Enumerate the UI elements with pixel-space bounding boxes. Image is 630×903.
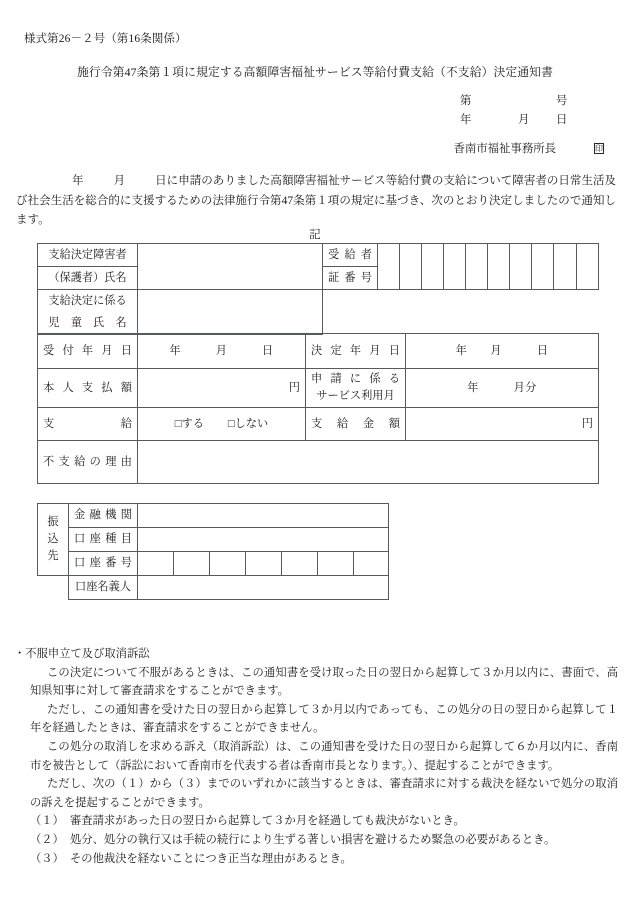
child-name-label-2: 児 童 氏 名	[38, 312, 138, 335]
recipient-table	[37, 243, 599, 335]
account-number-cell[interactable]	[318, 552, 354, 576]
body-main-text: 日に申請のありました高額障害福祉サービス等給付費の支給について障害者の日常生活及び社会生活を総合的に支援するための法律施行令第47条第１項の規定に基づき、次のとおり決定しましたので通知します。	[16, 175, 617, 226]
account-type-value[interactable]	[138, 528, 389, 552]
notice-paragraph: この決定について不服があるときは、この通知書を受け取った日の翌日から起算して３か月以内に、書面で、高知県知事に対して審査請求をすることができます。	[30, 666, 618, 698]
transfer-table	[37, 503, 389, 600]
number-label: 第	[460, 95, 472, 107]
bank-name-value[interactable]	[138, 504, 389, 528]
table-row	[38, 290, 599, 313]
transfer-group-label: 振 込 先	[38, 504, 69, 576]
service-month-label: 申 請 に 係 る サービス利用月	[306, 369, 406, 408]
supply-amount-label: 支給金額	[306, 408, 406, 441]
table-row	[38, 576, 389, 600]
cert-cell[interactable]	[422, 244, 444, 290]
account-number-cell[interactable]	[246, 552, 282, 576]
service-month-value[interactable]: 年 月分	[406, 369, 599, 408]
table-row	[38, 441, 599, 484]
cert-cell[interactable]	[577, 244, 599, 290]
notice-paragraph: ただし、次の（１）から（３）までのいずれかに該当するときは、審査請求に対する裁決を経ないで処分の取消の訴えを提起することができます。	[30, 778, 618, 809]
ki-marker: 記	[309, 229, 321, 241]
table-row	[38, 244, 599, 267]
spacer-cell	[38, 576, 69, 600]
body-month-label: 月	[113, 175, 126, 187]
list-item-number: （３）	[30, 852, 64, 865]
account-number-cell[interactable]	[174, 552, 210, 576]
account-number-cell[interactable]	[282, 552, 318, 576]
document-title: 施行令第47条第１項に規定する高額障害福祉サービス等給付費支給（不支給）決定通知書	[77, 65, 553, 79]
month-label: 月	[518, 114, 530, 126]
table-row	[38, 552, 389, 576]
notice-list-item	[14, 831, 618, 850]
account-holder-label: 口座名義人	[69, 576, 138, 600]
appeal-notice	[14, 645, 618, 868]
account-holder-value[interactable]	[138, 576, 389, 600]
year-label: 年	[460, 114, 472, 126]
number-value	[518, 92, 556, 111]
supply-label: 支 給	[38, 408, 138, 441]
document-number-block	[460, 92, 600, 130]
list-item-number: （２）	[30, 833, 64, 846]
supply-checkbox-group	[138, 408, 306, 441]
table-row	[38, 528, 389, 552]
supply-amount-value[interactable]: 円	[406, 408, 599, 441]
table-row	[38, 408, 599, 441]
cert-number-label-1: 受 給 者	[323, 244, 378, 267]
cert-cell[interactable]	[488, 244, 510, 290]
decision-date-label: 決定年月日	[306, 334, 406, 369]
table-row	[38, 369, 599, 408]
reception-date-label: 受付年月日	[38, 334, 138, 369]
non-supply-reason-value[interactable]	[138, 441, 599, 484]
child-name-value[interactable]	[138, 290, 323, 335]
table-row	[38, 334, 599, 369]
issuer-line	[0, 140, 630, 156]
bank-name-label: 金融機関	[69, 504, 138, 528]
cert-cell[interactable]	[400, 244, 422, 290]
day-label: 日	[556, 114, 568, 126]
notice-paragraph: ただし、この通知書を受けた日の翌日から起算して３か月以内であっても、この処分の日の翌日から起算して１年を経過したときは、審査請求をすることができません。	[30, 703, 618, 735]
table-row	[38, 504, 389, 528]
cert-cell[interactable]	[532, 244, 554, 290]
cert-cell[interactable]	[444, 244, 466, 290]
list-item-number: （１）	[30, 815, 64, 828]
cert-cell[interactable]	[554, 244, 577, 290]
recipient-name-value[interactable]	[138, 244, 323, 290]
spacer-cell	[323, 312, 599, 335]
recipient-name-label-2: （保護者）氏名	[38, 267, 138, 290]
document-date-row	[460, 111, 600, 130]
list-item-text: 審査請求があった日の翌日から起算して３か月を経過しても裁決がないとき。	[70, 815, 465, 828]
notice-paragraph: この処分の取消しを求める訴え（取消訴訟）は、この通知書を受けた日の翌日から起算して６か月以内に、香南市を被告として（訴訟において香南市を代表する者は香南市長となります。）、提起することができます。	[30, 740, 618, 772]
notice-list-item	[14, 850, 618, 869]
seal-icon: 印	[595, 144, 603, 153]
spacer-cell	[323, 290, 599, 313]
account-number-label: 口座番号	[69, 552, 138, 576]
issuer-name: 香南市福祉事務所長	[453, 143, 556, 155]
document-number-row	[460, 92, 600, 111]
account-number-cell[interactable]	[138, 552, 174, 576]
cert-number-label-2: 証 番 号	[323, 267, 378, 290]
supply-yes-checkbox[interactable]: □する	[174, 417, 204, 430]
self-payment-value[interactable]: 円	[138, 369, 306, 408]
child-name-label-1: 支給決定に係る	[38, 290, 138, 313]
decision-table	[37, 333, 599, 484]
notice-list-item	[14, 812, 618, 831]
account-number-cell[interactable]	[354, 552, 389, 576]
cert-cell[interactable]	[378, 244, 400, 290]
account-type-label: 口座種目	[69, 528, 138, 552]
non-supply-reason-label: 不支給の理由	[38, 441, 138, 484]
reception-date-value[interactable]: 年 月 日	[138, 334, 306, 369]
self-payment-label: 本人支払額	[38, 369, 138, 408]
notice-heading: ・不服申立て及び取消訴訟	[14, 648, 150, 660]
list-item-text: 処分、処分の執行又は手続の続行により生ずる著しい損害を避けるため緊急の必要があるとき。	[70, 833, 556, 846]
account-number-cell[interactable]	[210, 552, 246, 576]
cert-cell[interactable]	[510, 244, 532, 290]
number-unit: 号	[556, 95, 568, 107]
body-year-label: 年	[72, 175, 84, 187]
body-paragraph	[16, 172, 616, 231]
cert-cell[interactable]	[466, 244, 488, 290]
form-number: 様式第26－２号（第16条関係）	[24, 33, 187, 45]
recipient-name-label: 支給決定障害者	[38, 244, 138, 267]
list-item-text: その他裁決を経ないことにつき正当な理由があるとき。	[70, 852, 352, 865]
supply-no-checkbox[interactable]: □しない	[227, 417, 269, 430]
decision-date-value[interactable]: 年 月 日	[406, 334, 599, 369]
